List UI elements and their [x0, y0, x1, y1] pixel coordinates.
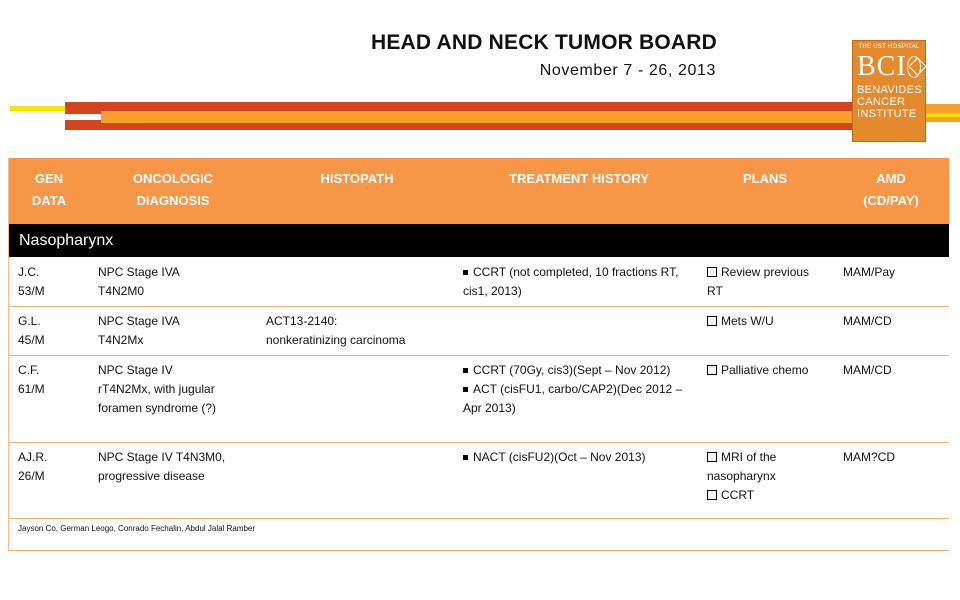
- team-members: Jayson Co, German Leogo, Conrado Fechalin, Abdul Jalal Ramber: [18, 524, 256, 533]
- plans: Mets W/U: [707, 312, 827, 331]
- decorative-bar-orange: [101, 111, 852, 123]
- checkbox-icon: [707, 490, 717, 500]
- table-header: [9, 158, 949, 224]
- logo-top-text: THE UST HOSPITAL: [858, 44, 920, 50]
- table-row: [9, 355, 949, 443]
- checkbox-icon: [707, 452, 717, 462]
- page-title: HEAD AND NECK TUMOR BOARD: [370, 31, 717, 54]
- decorative-bar-yellow: [10, 106, 65, 111]
- square-bullet-icon: [463, 270, 468, 275]
- gen-data: AJ.R. 26/M: [18, 450, 48, 483]
- plans: MRI of the nasopharynx CCRT: [707, 450, 777, 502]
- table-row: [9, 257, 949, 307]
- decorative-bar-right-yellow: [925, 113, 960, 117]
- diagnosis: NPC Stage IV T4N3M0, progressive disease: [98, 450, 226, 483]
- gen-data: J.C. 53/M: [18, 265, 45, 298]
- diagnosis: NPC Stage IVA T4N2M0: [98, 265, 180, 298]
- gen-data: G.L. 45/M: [18, 314, 45, 347]
- logo-line: CANCER: [857, 96, 906, 108]
- plans: Review previous RT: [707, 265, 810, 298]
- diagnosis: NPC Stage IVA T4N2Mx: [98, 314, 180, 347]
- table-row: [9, 442, 949, 519]
- table-row: [9, 306, 949, 356]
- treatment-history: CCRT (not completed, 10 fractions RT, cis1, 2013): [463, 265, 679, 298]
- seal-icon: [907, 56, 921, 78]
- plans: Palliative chemo: [707, 361, 827, 380]
- amd: MAM/CD: [843, 314, 892, 328]
- column-header: GEN DATA: [31, 171, 67, 208]
- tumor-board-table: [8, 158, 949, 551]
- square-bullet-icon: [463, 387, 468, 392]
- diagnosis: NPC Stage IV rT4N2Mx, with jugular foramen syndrome (?): [98, 363, 217, 415]
- column-header: TREATMENT HISTORY: [509, 171, 649, 186]
- section-label: Nasopharynx: [19, 232, 114, 249]
- column-header: AMD (CD/PAY): [863, 171, 919, 208]
- section-row: [9, 224, 949, 257]
- amd: MAM/Pay: [843, 265, 896, 279]
- square-bullet-icon: [463, 368, 468, 373]
- checkbox-icon: [707, 316, 717, 326]
- histopath: ACT13-2140: nonkeratinizing carcinoma: [266, 314, 406, 347]
- treatment-history: CCRT (70Gy, cis3)(Sept – Nov 2012) ACT (cisFU1, carbo/CAP2)(Dec 2012 – Apr 2013): [463, 363, 683, 415]
- bci-logo: [852, 40, 926, 142]
- square-bullet-icon: [463, 455, 468, 460]
- treatment-history: NACT (cisFU2)(Oct – Nov 2013): [463, 448, 693, 467]
- logo-line: INSTITUTE: [857, 108, 917, 120]
- checkbox-icon: [707, 365, 717, 375]
- column-header: HISTOPATH: [320, 171, 394, 186]
- logo-line: BENAVIDES: [857, 84, 922, 96]
- column-header: ONCOLOGIC DIAGNOSIS: [132, 171, 214, 208]
- amd: MAM/CD: [843, 363, 892, 377]
- logo-mark: BCI: [857, 51, 907, 82]
- checkbox-icon: [707, 267, 717, 277]
- date-range: November 7 - 26, 2013: [539, 62, 716, 79]
- gen-data: C.F. 61/M: [18, 363, 45, 396]
- amd: MAM?CD: [843, 450, 896, 464]
- column-header: PLANS: [742, 171, 788, 186]
